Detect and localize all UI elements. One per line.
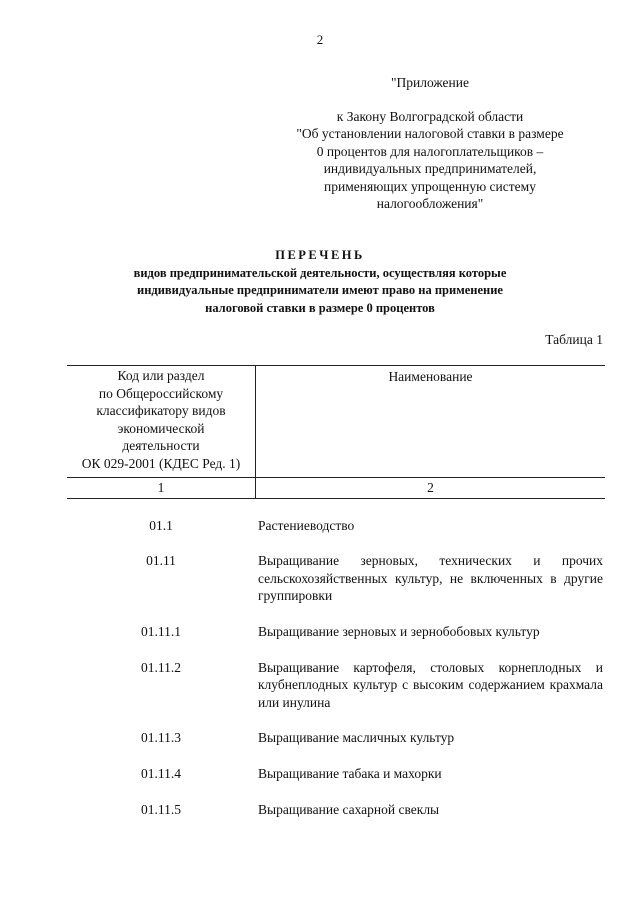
table-row [67, 552, 605, 605]
table-body [67, 517, 605, 819]
activity-table [67, 365, 605, 818]
row-code: 01.11 [146, 553, 176, 569]
row-code: 01.11.5 [141, 801, 181, 817]
header-code-line: классификатору видов [96, 403, 226, 419]
page-number: 2 [316, 32, 324, 47]
appendix-block [290, 74, 570, 213]
table-row [67, 765, 605, 783]
appendix-line: 0 процентов для налогоплательщиков – [316, 143, 544, 159]
header-code-line: экономической [117, 420, 205, 436]
table-label: Таблица 1 [545, 332, 603, 347]
row-code: 01.1 [149, 517, 173, 533]
header-code-line: ОК 029-2001 (КДЕС Ред. 1) [81, 455, 241, 471]
row-name: Выращивание масличных культур [258, 730, 455, 746]
appendix-line: применяющих упрощенную систему [324, 178, 536, 194]
row-code: 01.11.2 [141, 659, 181, 675]
header-name-column: Наименование [388, 369, 473, 384]
heading-line: индивидуальные предприниматели имеют право на применение [137, 283, 503, 297]
header-code-line: деятельности [122, 438, 200, 454]
table-row [67, 517, 605, 535]
heading-line: видов предпринимательской деятельности, осуществляя которые [133, 265, 507, 280]
appendix-title: "Приложение [391, 75, 469, 90]
appendix-line: к Закону Волгоградской области [336, 108, 524, 124]
row-code: 01.11.1 [141, 623, 181, 639]
appendix-line: налогообложения" [376, 196, 484, 211]
heading-title: ПЕРЕЧЕНЬ [275, 248, 365, 262]
row-name: Выращивание зерновых и зернобобовых культур [258, 623, 540, 639]
row-name: Выращивание сахарной свеклы [258, 801, 440, 817]
table-row [67, 623, 605, 641]
row-name: Выращивание зерновых, технических и прочих сельскохозяйственных культур, не включенных в другие группировки [258, 553, 603, 604]
heading-line: налоговой ставки в размере 0 процентов [205, 300, 435, 315]
row-code: 01.11.4 [141, 765, 181, 781]
row-name: Растениеводство [258, 517, 355, 533]
document-heading [60, 247, 580, 317]
table-header [67, 365, 605, 478]
column-number: 2 [427, 479, 434, 495]
row-name: Выращивание картофеля, столовых корнеплодных и клубнеплодных культур с высоким содержанием крахмала или инулина [258, 659, 603, 710]
appendix-line: "Об установлении налоговой ставки в размере [296, 126, 564, 141]
header-code-line: по Общероссийскому [98, 385, 224, 401]
table-row [67, 659, 605, 712]
header-code-column [67, 366, 256, 477]
row-name: Выращивание табака и махорки [258, 765, 442, 781]
table-row [67, 801, 605, 819]
column-number: 1 [67, 478, 256, 498]
header-code-line: Код или раздел [117, 368, 205, 383]
table-row [67, 729, 605, 747]
appendix-line: индивидуальных предпринимателей, [323, 161, 537, 176]
column-numbers-row [67, 478, 605, 499]
row-code: 01.11.3 [141, 730, 181, 746]
